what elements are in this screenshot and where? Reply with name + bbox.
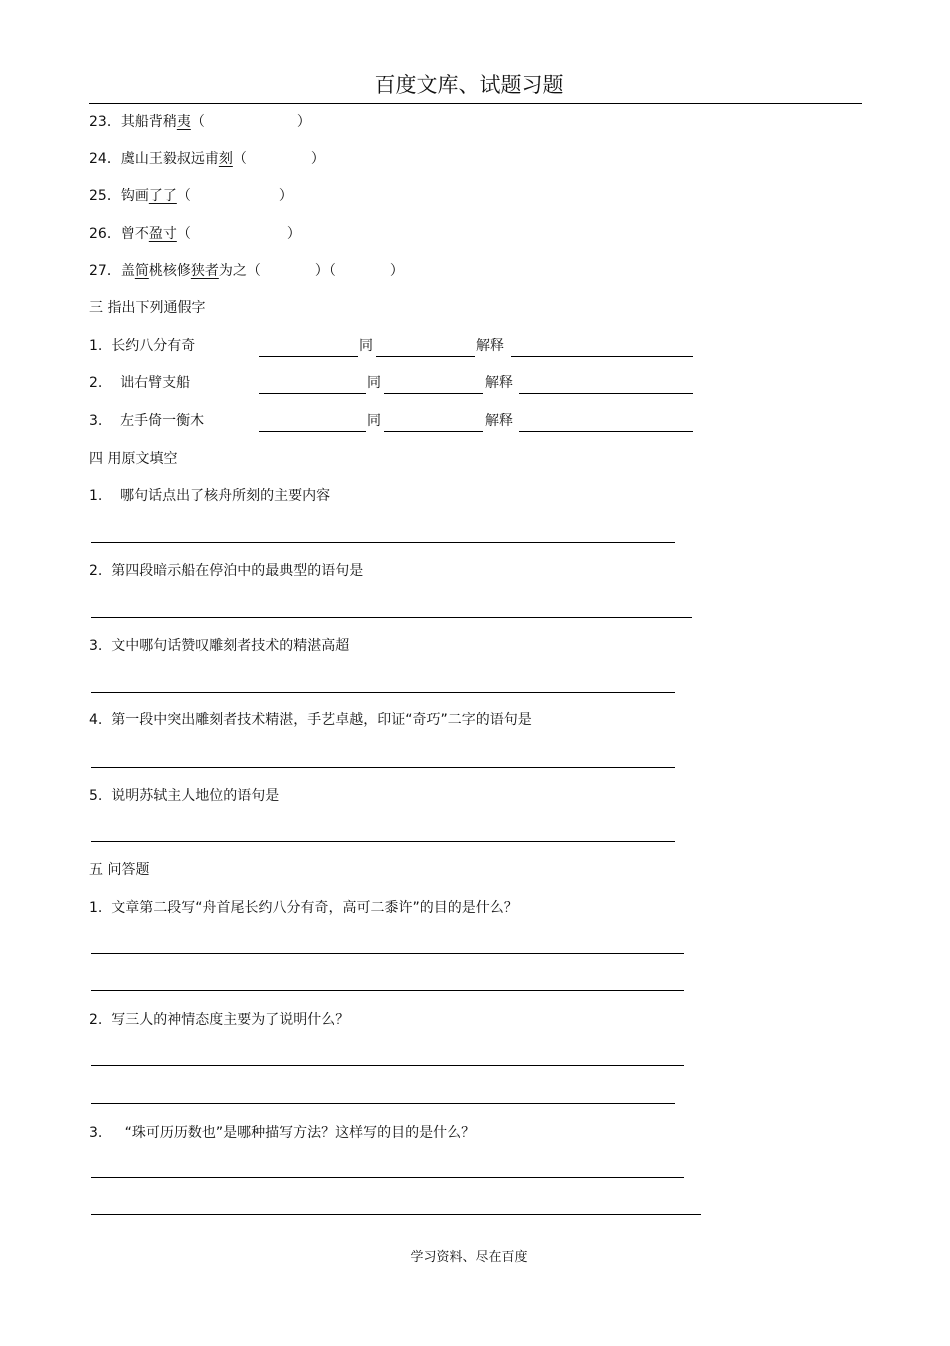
- same-label: 同: [367, 375, 381, 391]
- open-paren: （: [232, 151, 247, 167]
- close-paren: ）: [296, 114, 311, 130]
- item-number: 4.: [89, 712, 103, 728]
- open-paren: （: [176, 188, 191, 204]
- explain-label: 解释: [485, 413, 513, 429]
- fill-item-1: [89, 488, 330, 504]
- item-text: 桃核修: [148, 263, 191, 279]
- header-divider: [89, 103, 862, 104]
- item-number: 1.: [89, 338, 103, 354]
- qa-item-2: [89, 1012, 349, 1028]
- underlined-word: 了了: [148, 188, 177, 204]
- fill-item-5: [89, 788, 279, 804]
- open-paren: （: [176, 226, 191, 242]
- vocab-item-26: [89, 226, 301, 242]
- item-text: 写三人的神情态度主要为了说明什么？: [111, 1012, 350, 1028]
- underlined-word: 盈寸: [148, 226, 177, 242]
- item-number: 2.: [89, 375, 103, 391]
- tongjia-item-3: [89, 413, 204, 429]
- item-text: 说明苏轼主人地位的语句是: [111, 788, 280, 804]
- close-paren: ）: [286, 226, 301, 242]
- underlined-word: 刻: [218, 151, 233, 167]
- answer-line[interactable]: [91, 990, 684, 991]
- answer-line-explain[interactable]: [511, 356, 693, 357]
- answer-line[interactable]: [91, 542, 675, 543]
- item-number: 5.: [89, 788, 103, 804]
- fill-item-3: [89, 638, 349, 654]
- answer-line-char[interactable]: [259, 431, 366, 432]
- vocab-item-24: [89, 151, 325, 167]
- item-number: 3.: [89, 413, 103, 429]
- item-text: 哪句话点出了核舟所刻的主要内容: [120, 488, 331, 504]
- underlined-word: 狭者: [190, 263, 219, 279]
- fill-item-2: [89, 563, 363, 579]
- item-number: 2.: [89, 563, 103, 579]
- fill-item-4: [89, 712, 532, 728]
- close-paren: ）: [310, 151, 325, 167]
- answer-line-explain[interactable]: [519, 393, 693, 394]
- answer-line-char[interactable]: [259, 356, 358, 357]
- item-number: 24．: [89, 151, 121, 167]
- item-number: 3.: [89, 638, 103, 654]
- item-text: 虞山王毅叔远甫: [120, 151, 219, 167]
- vocab-item-23: [89, 114, 311, 130]
- item-number: 26．: [89, 226, 121, 242]
- item-text: 长约八分有奇: [111, 338, 196, 354]
- item-number: 3.: [89, 1125, 103, 1141]
- same-label: 同: [359, 338, 373, 354]
- answer-line[interactable]: [91, 767, 675, 768]
- tongjia-item-2: [89, 375, 190, 391]
- item-text: 盖: [120, 263, 135, 279]
- answer-line-same[interactable]: [384, 431, 483, 432]
- qa-item-3: [89, 1125, 475, 1141]
- explain-label: 解释: [476, 338, 504, 354]
- item-text: 钩画: [120, 188, 149, 204]
- same-label: 同: [367, 413, 381, 429]
- item-number: 1.: [89, 900, 103, 916]
- vocab-item-27: [89, 263, 404, 279]
- open-paren: 为之（: [218, 263, 261, 279]
- open-paren: （: [190, 114, 205, 130]
- explain-label: 解释: [485, 375, 513, 391]
- item-number: 23．: [89, 114, 121, 130]
- answer-line[interactable]: [91, 1177, 684, 1178]
- answer-line[interactable]: [91, 841, 675, 842]
- close-paren: ）: [389, 263, 404, 279]
- item-number: 2.: [89, 1012, 103, 1028]
- underlined-word: 夷: [176, 114, 191, 130]
- answer-line-explain[interactable]: [519, 431, 693, 432]
- item-text: 文中哪句话赞叹雕刻者技术的精湛高超: [111, 638, 350, 654]
- close-paren: ）: [278, 188, 293, 204]
- item-number: 25．: [89, 188, 121, 204]
- section-3-title: 三 指出下列通假字: [89, 300, 206, 316]
- underlined-word: 简: [134, 263, 149, 279]
- answer-line-char[interactable]: [259, 393, 366, 394]
- answer-line[interactable]: [91, 1214, 701, 1215]
- item-text: 其船背稍: [120, 114, 177, 130]
- answer-line[interactable]: [91, 617, 692, 618]
- qa-item-1: [89, 900, 518, 916]
- item-number: 27．: [89, 263, 121, 279]
- item-text: 第一段中突出雕刻者技术精湛，手艺卓越，印证“奇巧”二字的语句是: [111, 712, 532, 728]
- answer-line-same[interactable]: [384, 393, 483, 394]
- item-number: 1.: [89, 488, 103, 504]
- section-4-title: 四 用原文填空: [89, 451, 178, 467]
- section-5-title: 五 问答题: [89, 862, 150, 878]
- answer-line[interactable]: [91, 1103, 675, 1104]
- answer-line[interactable]: [91, 953, 684, 954]
- item-text: 左手倚一衡木: [120, 413, 205, 429]
- item-text: “珠可历历数也”是哪种描写方法？这样写的目的是什么？: [124, 1125, 476, 1141]
- tongjia-item-1: [89, 338, 195, 354]
- answer-line[interactable]: [91, 1065, 684, 1066]
- vocab-item-25: [89, 188, 293, 204]
- item-text: 诎右臂支船: [120, 375, 191, 391]
- item-text: 文章第二段写“舟首尾长约八分有奇，高可二黍许”的目的是什么？: [111, 900, 518, 916]
- item-text: 第四段暗示船在停泊中的最典型的语句是: [111, 563, 364, 579]
- answer-line[interactable]: [91, 692, 675, 693]
- page-header-title: 百度文库、试题习题: [374, 73, 564, 97]
- item-text: 曾不: [120, 226, 149, 242]
- answer-line-same[interactable]: [376, 356, 475, 357]
- paren-pair: ）（: [314, 263, 336, 279]
- page-footer: 学习资料、尽在百度: [410, 1250, 528, 1265]
